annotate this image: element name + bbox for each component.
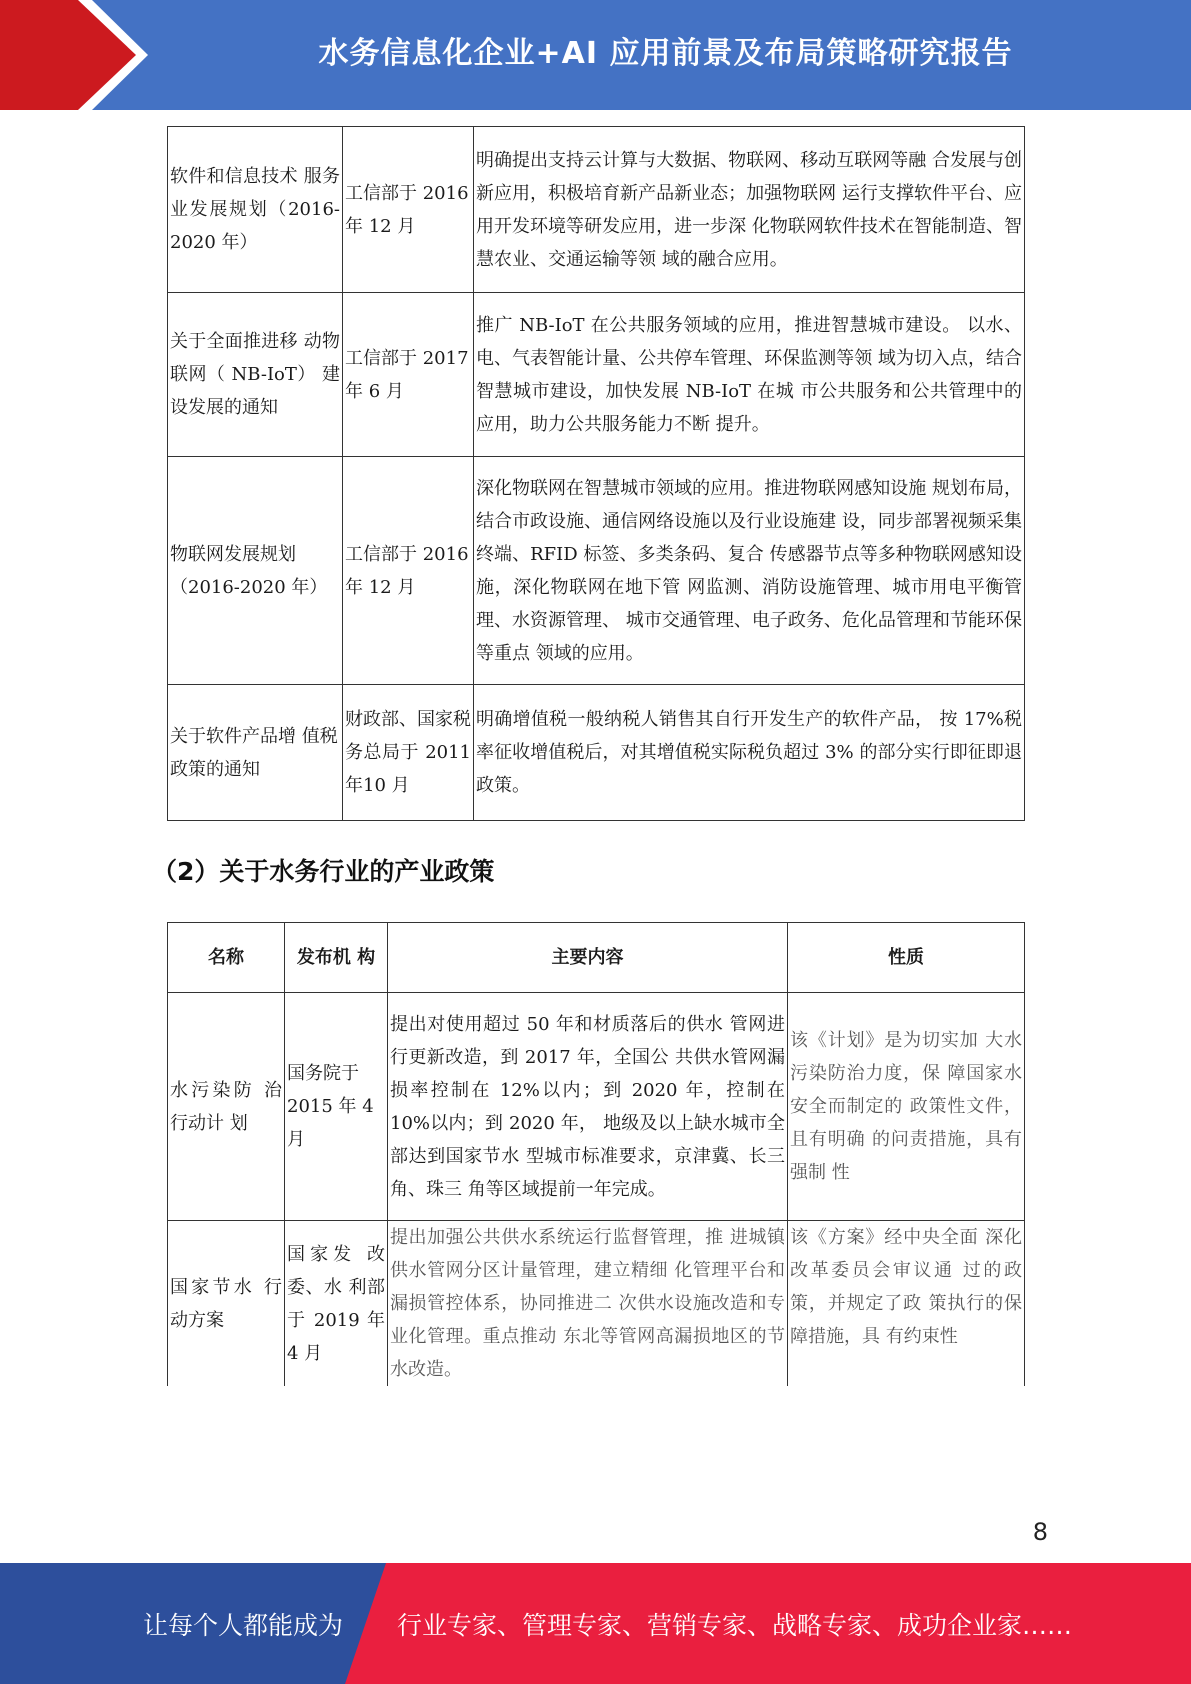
policy-name: 物联网发展规划（2016-2020 年）: [168, 457, 343, 685]
table-header-row: [168, 923, 1025, 993]
column-header-content: 主要内容: [388, 923, 788, 993]
section-heading: （2）关于水务行业的产业政策: [152, 857, 495, 886]
policy-name: 国家节水 行动方案: [168, 1221, 285, 1387]
it-policy-table: [167, 126, 1025, 821]
policy-issuer: 财政部、国家税务总局于 2011 年10 月: [343, 685, 474, 821]
page-header: [0, 0, 1191, 110]
water-policy-table: [167, 922, 1025, 1386]
table-row: [168, 1221, 1025, 1387]
policy-content: 提出对使用超过 50 年和材质落后的供水 管网进行更新改造，到 2017 年，全国公 共供水管网漏损率控制在 12%以内；到 2020 年，控制在 10%以内；到 2020 年， 地级及以上缺水城市全部达到国家节水 型城市标准要求，京津冀、长三角、珠三 角等区域提前一年完成。: [388, 993, 788, 1221]
table-row: [168, 685, 1025, 821]
page-number: 8: [1032, 1518, 1048, 1546]
column-header-name: 名称: [168, 923, 285, 993]
policy-issuer: 工信部于 2016 年 12 月: [343, 127, 474, 293]
policy-issuer: 工信部于 2017 年 6 月: [343, 293, 474, 457]
policy-issuer: 工信部于 2016 年 12 月: [343, 457, 474, 685]
policy-issuer: 国务院于 2015 年 4 月: [285, 993, 388, 1221]
policy-content: 明确提出支持云计算与大数据、物联网、移动互联网等融 合发展与创新应用，积极培育新产品新业态；加强物联网 运行支撑软件平台、应用开发环境等研发应用，进一步深 化物联网软件技术在智能制造、智慧农业、交通运输等领 域的融合应用。: [474, 127, 1025, 293]
policy-content: 推广 NB-IoT 在公共服务领域的应用，推进智慧城市建设。 以水、电、气表智能计量、公共停车管理、环保监测等领 域为切入点，结合智慧城市建设，加快发展 NB-IoT 在城 市公共服务和公共管理中的应用，助力公共服务能力不断 提升。: [474, 293, 1025, 457]
policy-nature: 该《方案》经中央全面 深化改革委员会审议通 过的政策，并规定了政 策执行的保障措施，具 有约束性: [788, 1221, 1025, 1387]
policy-name: 关于软件产品增 值税政策的通知: [168, 685, 343, 821]
column-header-issuer: 发布机 构: [285, 923, 388, 993]
policy-content: 提出加强公共供水系统运行监督管理，推 进城镇供水管网分区计量管理，建立精细 化管理平台和漏损管控体系，协同推进二 次供水设施改造和专业化管理。重点推动 东北等管网高漏损地区的节水改造。: [388, 1221, 788, 1387]
header-chevron-icon: [0, 0, 150, 110]
page-footer: [0, 1563, 1191, 1684]
table-row: [168, 127, 1025, 293]
policy-content: 明确增值税一般纳税人销售其自行开发生产的软件产品， 按 17%税率征收增值税后，对其增值税实际税负超过 3% 的部分实行即征即退政策。: [474, 685, 1025, 821]
policy-issuer: 国家发 改委、水 利部于 2019 年 4 月: [285, 1221, 388, 1387]
policy-name: 关于全面推进移 动物联网（ NB-IoT） 建 设发展的通知: [168, 293, 343, 457]
policy-nature: 该《计划》是为切实加 大水污染防治力度，保 障国家水安全而制定的 政策性文件，且有明确 的问责措施，具有强制 性: [788, 993, 1025, 1221]
footer-slogan-right: 行业专家、管理专家、营销专家、战略专家、成功企业家……: [397, 1610, 1073, 1640]
table-row: [168, 293, 1025, 457]
policy-name: 软件和信息技术 服务业发展规划（2016-2020 年）: [168, 127, 343, 293]
footer-slogan-left: 让每个人都能成为: [143, 1610, 344, 1640]
table-row: [168, 457, 1025, 685]
header-title: 水务信息化企业+AI 应用前景及布局策略研究报告: [318, 36, 1013, 71]
policy-content: 深化物联网在智慧城市领域的应用。推进物联网感知设施 规划布局，结合市政设施、通信网络设施以及行业设施建 设，同步部署视频采集终端、RFID 标签、多类条码、复合 传感器节点等多种物联网感知设施，深化物联网在地下管 网监测、消防设施管理、城市用电平衡管理、水资源管理、 城市交通管理、电子政务、危化品管理和节能环保等重点 领域的应用。: [474, 457, 1025, 685]
column-header-nature: 性质: [788, 923, 1025, 993]
policy-name: 水污染防 治行动计 划: [168, 993, 285, 1221]
table-row: [168, 993, 1025, 1221]
